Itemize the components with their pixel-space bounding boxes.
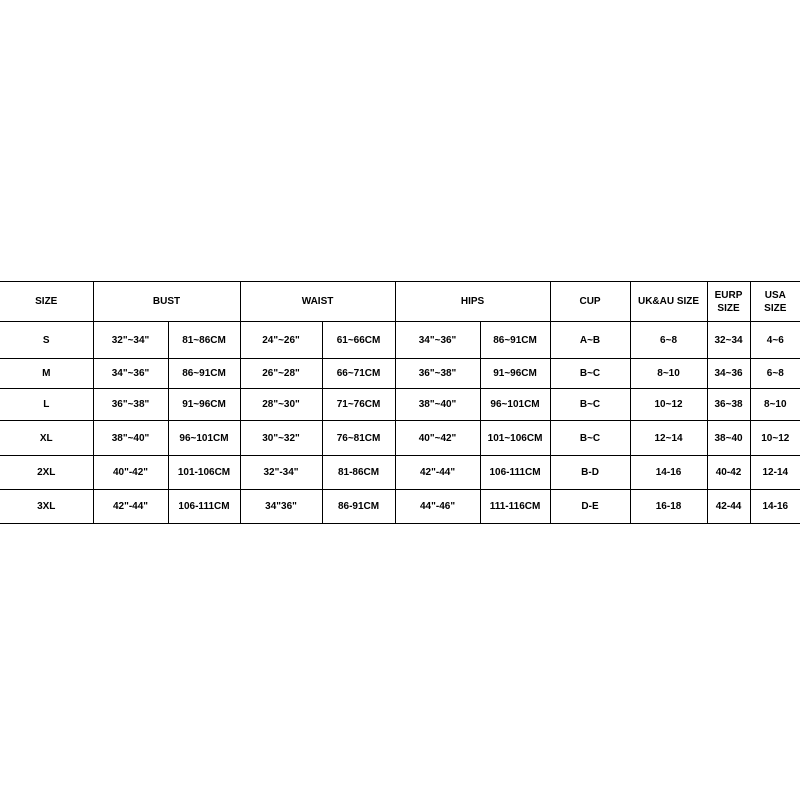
header-size: SIZE (0, 282, 93, 322)
header-ukau-size: UK&AU SIZE (630, 282, 707, 322)
header-usa-line1: USA (764, 289, 786, 301)
cell-waist-cm: 86-91CM (322, 490, 395, 524)
cell-bust-inches: 40"-42" (93, 456, 168, 490)
cell-bust-cm: 86~91CM (168, 359, 240, 389)
cell-ukau-size: 10~12 (630, 389, 707, 421)
cell-usa-size: 6~8 (750, 359, 800, 389)
cell-eurp-size: 34~36 (707, 359, 750, 389)
cell-hips-cm: 101~106CM (480, 421, 550, 456)
cell-cup: B~C (550, 389, 630, 421)
cell-hips-inches: 36"~38" (395, 359, 480, 389)
table-row (0, 421, 800, 456)
cell-bust-cm: 101-106CM (168, 456, 240, 490)
cell-usa-size: 8~10 (750, 389, 800, 421)
header-row (0, 282, 800, 322)
cell-waist-cm: 76~81CM (322, 421, 395, 456)
cell-waist-inches: 30"~32" (240, 421, 322, 456)
table-row (0, 490, 800, 524)
cell-hips-cm: 111-116CM (480, 490, 550, 524)
cell-hips-inches: 42"-44" (395, 456, 480, 490)
cell-hips-inches: 40"~42" (395, 421, 480, 456)
cell-hips-inches: 34"~36" (395, 322, 480, 359)
header-cup: CUP (550, 282, 630, 322)
cell-usa-size: 4~6 (750, 322, 800, 359)
header-bust: BUST (93, 282, 240, 322)
cell-size: M (0, 359, 93, 389)
header-usa-line2: SIZE (764, 302, 787, 314)
cell-waist-inches: 26"~28" (240, 359, 322, 389)
cell-waist-inches: 32"-34" (240, 456, 322, 490)
cell-eurp-size: 38~40 (707, 421, 750, 456)
cell-ukau-size: 6~8 (630, 322, 707, 359)
cell-size: S (0, 322, 93, 359)
cell-usa-size: 14-16 (750, 490, 800, 524)
cell-hips-cm: 86~91CM (480, 322, 550, 359)
table-row (0, 359, 800, 389)
cell-usa-size: 12-14 (750, 456, 800, 490)
cell-eurp-size: 40-42 (707, 456, 750, 490)
cell-eurp-size: 42-44 (707, 490, 750, 524)
table-row (0, 322, 800, 359)
cell-bust-inches: 42"-44" (93, 490, 168, 524)
cell-bust-inches: 36"~38" (93, 389, 168, 421)
cell-ukau-size: 12~14 (630, 421, 707, 456)
header-hips: HIPS (395, 282, 550, 322)
cell-cup: B-D (550, 456, 630, 490)
header-waist: WAIST (240, 282, 395, 322)
cell-bust-inches: 32"~34" (93, 322, 168, 359)
cell-eurp-size: 36~38 (707, 389, 750, 421)
cell-waist-cm: 71~76CM (322, 389, 395, 421)
table-row (0, 389, 800, 421)
cell-hips-inches: 38"~40" (395, 389, 480, 421)
cell-waist-cm: 81-86CM (322, 456, 395, 490)
cell-hips-inches: 44"-46" (395, 490, 480, 524)
cell-cup: B~C (550, 359, 630, 389)
cell-size: XL (0, 421, 93, 456)
cell-hips-cm: 96~101CM (480, 389, 550, 421)
cell-waist-cm: 66~71CM (322, 359, 395, 389)
cell-hips-cm: 91~96CM (480, 359, 550, 389)
cell-waist-cm: 61~66CM (322, 322, 395, 359)
cell-waist-inches: 24"~26" (240, 322, 322, 359)
header-usa-size (750, 282, 800, 322)
table-row (0, 456, 800, 490)
cell-usa-size: 10~12 (750, 421, 800, 456)
cell-bust-cm: 106-111CM (168, 490, 240, 524)
cell-bust-cm: 91~96CM (168, 389, 240, 421)
cell-hips-cm: 106-111CM (480, 456, 550, 490)
cell-ukau-size: 8~10 (630, 359, 707, 389)
header-eurp-size (707, 282, 750, 322)
cell-ukau-size: 16-18 (630, 490, 707, 524)
cell-cup: A~B (550, 322, 630, 359)
cell-size: 3XL (0, 490, 93, 524)
cell-bust-cm: 96~101CM (168, 421, 240, 456)
cell-cup: D-E (550, 490, 630, 524)
cell-bust-cm: 81~86CM (168, 322, 240, 359)
header-eurp-line2: SIZE (717, 302, 740, 314)
cell-size: L (0, 389, 93, 421)
cell-size: 2XL (0, 456, 93, 490)
header-eurp-line1: EURP (714, 289, 743, 301)
cell-eurp-size: 32~34 (707, 322, 750, 359)
cell-bust-inches: 34"~36" (93, 359, 168, 389)
cell-cup: B~C (550, 421, 630, 456)
cell-waist-inches: 34"36" (240, 490, 322, 524)
size-chart-table (0, 281, 800, 524)
cell-ukau-size: 14-16 (630, 456, 707, 490)
cell-waist-inches: 28"~30" (240, 389, 322, 421)
cell-bust-inches: 38"~40" (93, 421, 168, 456)
